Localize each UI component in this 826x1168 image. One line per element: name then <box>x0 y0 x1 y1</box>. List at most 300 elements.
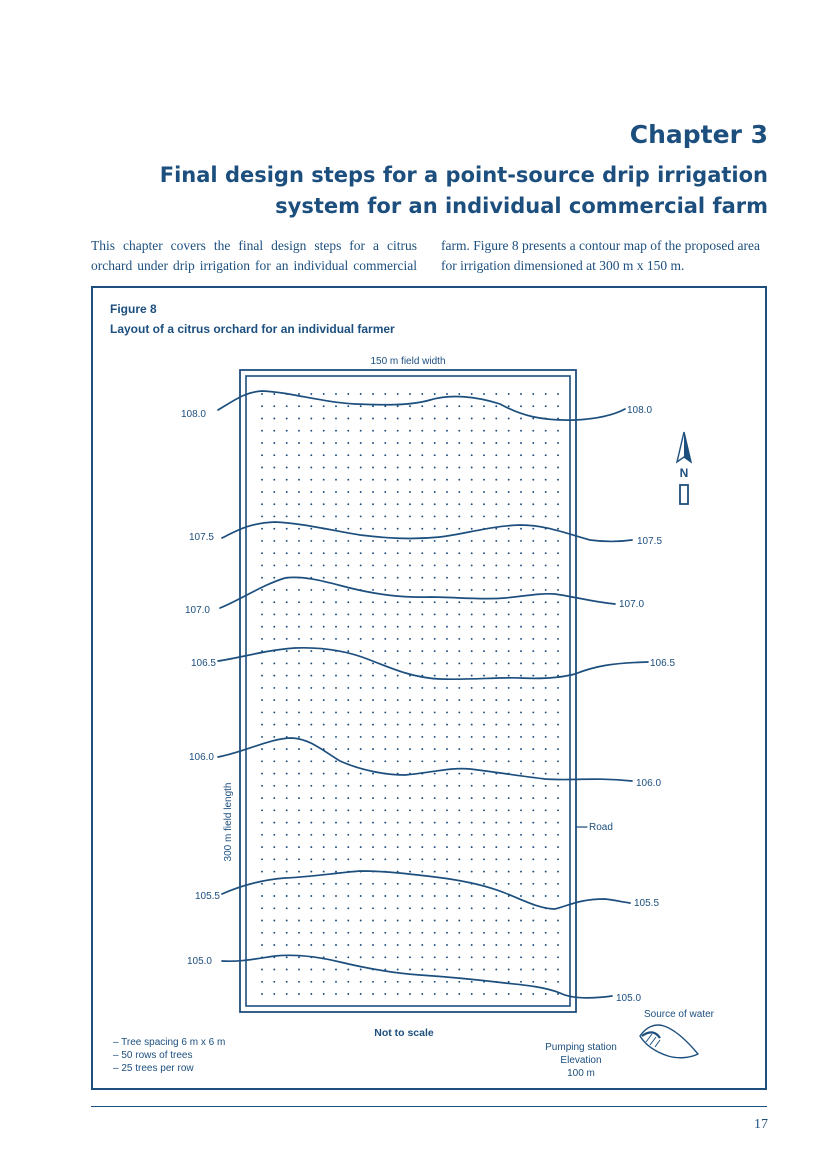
tree-dot <box>397 467 399 469</box>
tree-dot <box>520 724 522 726</box>
tree-dot <box>360 442 362 444</box>
tree-dot <box>372 613 374 615</box>
tree-dot <box>508 442 510 444</box>
tree-dot <box>458 748 460 750</box>
tree-dot <box>347 405 349 407</box>
tree-dot <box>557 589 559 591</box>
tree-dot <box>335 871 337 873</box>
tree-dot <box>471 515 473 517</box>
tree-dot <box>298 932 300 934</box>
tree-dot <box>557 650 559 652</box>
tree-dot <box>360 638 362 640</box>
tree-dot <box>421 503 423 505</box>
tree-dot <box>335 675 337 677</box>
tree-dot <box>471 454 473 456</box>
tree-dot <box>298 981 300 983</box>
tree-dot <box>495 405 497 407</box>
tree-dot <box>483 895 485 897</box>
tree-dot <box>384 736 386 738</box>
tree-dot <box>495 577 497 579</box>
tree-dot <box>495 736 497 738</box>
tree-dot <box>545 662 547 664</box>
tree-dot <box>335 564 337 566</box>
field-length-label: 300 m field length <box>223 782 234 862</box>
tree-dot <box>520 528 522 530</box>
tree-dot <box>446 699 448 701</box>
tree-dot <box>421 467 423 469</box>
tree-dot <box>310 773 312 775</box>
tree-dot <box>520 454 522 456</box>
tree-dot <box>471 491 473 493</box>
tree-dot <box>409 601 411 603</box>
tree-dot <box>323 564 325 566</box>
tree-dot <box>347 418 349 420</box>
tree-dot <box>545 822 547 824</box>
tree-dot <box>273 748 275 750</box>
tree-dot <box>458 858 460 860</box>
tree-dot <box>483 944 485 946</box>
tree-dot <box>495 675 497 677</box>
tree-dot <box>495 760 497 762</box>
tree-dot <box>372 564 374 566</box>
tree-dot <box>421 822 423 824</box>
tree-dot <box>471 846 473 848</box>
tree-dot <box>261 809 263 811</box>
tree-dot <box>310 626 312 628</box>
tree-dot <box>397 589 399 591</box>
tree-dot <box>397 552 399 554</box>
tree-dot <box>273 724 275 726</box>
tree-dot <box>273 515 275 517</box>
tree-dot <box>508 662 510 664</box>
tree-dot <box>372 675 374 677</box>
tree-dot <box>298 454 300 456</box>
tree-dot <box>483 932 485 934</box>
contour-label-left: 106.0 <box>188 752 214 763</box>
tree-dot <box>434 564 436 566</box>
tree-dot <box>545 442 547 444</box>
tree-dot <box>483 699 485 701</box>
tree-dot <box>409 613 411 615</box>
tree-dot <box>397 699 399 701</box>
tree-dot <box>409 564 411 566</box>
tree-dot <box>434 748 436 750</box>
tree-dot <box>483 969 485 971</box>
tree-dot <box>298 846 300 848</box>
tree-dot <box>532 675 534 677</box>
tree-dot <box>483 601 485 603</box>
tree-dot <box>508 601 510 603</box>
tree-dot <box>409 944 411 946</box>
tree-dot <box>483 809 485 811</box>
tree-dot <box>409 393 411 395</box>
tree-dot <box>545 491 547 493</box>
tree-dot <box>409 467 411 469</box>
tree-dot <box>273 711 275 713</box>
tree-dot <box>520 834 522 836</box>
tree-dot <box>310 809 312 811</box>
tree-dot <box>520 773 522 775</box>
tree-dot <box>261 662 263 664</box>
tree-dot <box>323 650 325 652</box>
tree-dot <box>347 430 349 432</box>
tree-dot <box>310 834 312 836</box>
tree-dot <box>360 993 362 995</box>
tree-dot <box>261 626 263 628</box>
tree-dot <box>261 589 263 591</box>
tree-dot <box>384 993 386 995</box>
tree-dot <box>261 944 263 946</box>
tree-dot <box>335 907 337 909</box>
tree-dot <box>360 883 362 885</box>
tree-dot <box>273 871 275 873</box>
tree-dot <box>261 675 263 677</box>
tree-dot <box>397 675 399 677</box>
tree-dot <box>532 515 534 517</box>
tree-dot <box>409 687 411 689</box>
tree-dot <box>347 564 349 566</box>
tree-dot <box>347 601 349 603</box>
tree-dot <box>261 907 263 909</box>
tree-dot <box>360 577 362 579</box>
tree-dot <box>409 662 411 664</box>
tree-dot <box>273 405 275 407</box>
tree-dot <box>557 613 559 615</box>
tree-dot <box>508 491 510 493</box>
tree-dot <box>335 760 337 762</box>
contour-line-107-0 <box>220 577 615 608</box>
tree-dot <box>495 662 497 664</box>
tree-dot <box>298 871 300 873</box>
tree-dot <box>261 895 263 897</box>
tree-dot <box>508 503 510 505</box>
tree-dot <box>421 577 423 579</box>
tree-dot <box>347 491 349 493</box>
tree-dot <box>545 736 547 738</box>
tree-dot <box>372 467 374 469</box>
tree-dot <box>298 393 300 395</box>
tree-dot <box>397 540 399 542</box>
tree-dot <box>323 907 325 909</box>
tree-dot <box>409 956 411 958</box>
tree-dot <box>421 393 423 395</box>
contour-label-right: 108.0 <box>627 405 653 416</box>
tree-dot <box>532 981 534 983</box>
tree-dot <box>286 907 288 909</box>
tree-dot <box>397 969 399 971</box>
tree-dot <box>372 626 374 628</box>
tree-dot <box>384 467 386 469</box>
tree-dot <box>372 711 374 713</box>
tree-dot <box>273 785 275 787</box>
tree-dot <box>384 883 386 885</box>
tree-dot <box>421 442 423 444</box>
tree-dot <box>286 834 288 836</box>
tree-dot <box>446 540 448 542</box>
tree-dot <box>483 577 485 579</box>
tree-dot <box>483 454 485 456</box>
tree-dot <box>458 491 460 493</box>
tree-dot <box>335 956 337 958</box>
tree-dot <box>360 552 362 554</box>
tree-dot <box>471 797 473 799</box>
tree-dot <box>483 748 485 750</box>
tree-dot <box>446 528 448 530</box>
tree-dot <box>434 503 436 505</box>
tree-dot <box>483 418 485 420</box>
tree-dot <box>495 711 497 713</box>
tree-dot <box>520 393 522 395</box>
tree-dot <box>298 650 300 652</box>
tree-dot <box>532 540 534 542</box>
tree-dot <box>483 797 485 799</box>
tree-dot <box>434 675 436 677</box>
tree-dot <box>434 418 436 420</box>
pumping-elevation-label: Elevation <box>560 1055 602 1066</box>
tree-dot <box>557 895 559 897</box>
tree-dot <box>335 932 337 934</box>
tree-dot <box>310 687 312 689</box>
tree-dot <box>421 920 423 922</box>
tree-dot <box>409 515 411 517</box>
tree-dot <box>508 724 510 726</box>
tree-dot <box>347 895 349 897</box>
tree-dot <box>446 650 448 652</box>
tree-dot <box>261 724 263 726</box>
tree-dot <box>384 515 386 517</box>
tree-dot <box>323 797 325 799</box>
tree-dot <box>360 675 362 677</box>
tree-dot <box>471 687 473 689</box>
tree-dot <box>335 846 337 848</box>
tree-dot <box>545 675 547 677</box>
tree-dot <box>495 785 497 787</box>
tree-dot <box>286 687 288 689</box>
tree-dot <box>360 393 362 395</box>
tree-dot <box>286 858 288 860</box>
tree-dot <box>458 430 460 432</box>
tree-dot <box>372 724 374 726</box>
tree-dot <box>495 418 497 420</box>
tree-dot <box>335 773 337 775</box>
tree-dot <box>545 932 547 934</box>
tree-dot <box>286 442 288 444</box>
tree-dot <box>298 662 300 664</box>
tree-dot <box>372 858 374 860</box>
tree-dot <box>446 956 448 958</box>
tree-dot <box>397 405 399 407</box>
tree-dot <box>458 638 460 640</box>
tree-dot <box>310 589 312 591</box>
tree-dot <box>347 981 349 983</box>
tree-dot <box>261 528 263 530</box>
tree-dot <box>409 834 411 836</box>
tree-dot <box>360 809 362 811</box>
tree-dot <box>458 528 460 530</box>
tree-dot <box>532 871 534 873</box>
tree-dot <box>446 736 448 738</box>
tree-dot <box>384 944 386 946</box>
tree-dot <box>532 699 534 701</box>
tree-dot <box>557 883 559 885</box>
tree-dot <box>434 773 436 775</box>
tree-dot <box>458 552 460 554</box>
tree-dot <box>458 699 460 701</box>
tree-dot <box>286 515 288 517</box>
tree-dot <box>458 601 460 603</box>
tree-dot <box>372 552 374 554</box>
tree-dot <box>471 834 473 836</box>
tree-dot <box>384 895 386 897</box>
tree-dot <box>557 920 559 922</box>
tree-dot <box>323 430 325 432</box>
tree-dot <box>545 393 547 395</box>
tree-dot <box>458 711 460 713</box>
tree-dot <box>458 675 460 677</box>
tree-dot <box>384 564 386 566</box>
tree-dot <box>261 920 263 922</box>
tree-dot <box>261 736 263 738</box>
tree-dot <box>372 895 374 897</box>
tree-dot <box>397 503 399 505</box>
tree-dot <box>421 932 423 934</box>
tree-dot <box>508 626 510 628</box>
tree-dot <box>446 871 448 873</box>
tree-dot <box>520 687 522 689</box>
tree-dot <box>286 797 288 799</box>
tree-dot <box>409 540 411 542</box>
tree-dot <box>409 503 411 505</box>
tree-dot <box>409 626 411 628</box>
tree-dot <box>360 503 362 505</box>
tree-dot <box>557 479 559 481</box>
tree-dot <box>261 699 263 701</box>
tree-dot <box>483 589 485 591</box>
tree-dot <box>520 540 522 542</box>
tree-dot <box>286 540 288 542</box>
tree-dot <box>384 920 386 922</box>
tree-dot <box>520 662 522 664</box>
tree-dot <box>532 895 534 897</box>
tree-dot <box>421 858 423 860</box>
tree-dot <box>347 760 349 762</box>
tree-dot <box>446 626 448 628</box>
tree-dot <box>261 785 263 787</box>
note-tree-spacing: – Tree spacing 6 m x 6 m <box>113 1037 226 1048</box>
tree-dot <box>520 564 522 566</box>
tree-dot <box>471 724 473 726</box>
tree-dot <box>471 785 473 787</box>
tree-dot <box>347 834 349 836</box>
tree-dot <box>397 809 399 811</box>
tree-dot <box>273 883 275 885</box>
tree-dot <box>372 601 374 603</box>
tree-dot <box>483 736 485 738</box>
tree-dot <box>384 430 386 432</box>
tree-dot <box>446 834 448 836</box>
tree-dot <box>520 503 522 505</box>
tree-dot <box>347 736 349 738</box>
tree-dot <box>458 932 460 934</box>
tree-dot <box>520 650 522 652</box>
tree-dot <box>286 981 288 983</box>
tree-dot <box>557 662 559 664</box>
tree-dot <box>483 785 485 787</box>
tree-dot <box>471 920 473 922</box>
tree-dot <box>483 430 485 432</box>
tree-dot <box>495 993 497 995</box>
field-boundary-outer <box>240 370 576 1012</box>
tree-dot <box>495 797 497 799</box>
tree-dot <box>434 724 436 726</box>
tree-dot <box>421 981 423 983</box>
tree-dot <box>557 956 559 958</box>
tree-dot <box>384 907 386 909</box>
tree-dot <box>261 442 263 444</box>
tree-dot <box>532 687 534 689</box>
tree-dot <box>446 393 448 395</box>
tree-dot <box>508 907 510 909</box>
tree-dot <box>557 760 559 762</box>
tree-dot <box>520 491 522 493</box>
tree-dot <box>421 528 423 530</box>
tree-dot <box>532 809 534 811</box>
tree-dot <box>557 797 559 799</box>
tree-dot <box>545 577 547 579</box>
tree-dot <box>545 430 547 432</box>
tree-dot <box>273 454 275 456</box>
tree-dot <box>471 613 473 615</box>
tree-dot <box>347 822 349 824</box>
tree-dot <box>384 797 386 799</box>
tree-dot <box>310 748 312 750</box>
tree-dot <box>273 442 275 444</box>
tree-dot <box>495 944 497 946</box>
intro-text-right: farm. Figure 8 presents a contour map of the proposed area for irrigation dimensioned at 300 m x 150 m. <box>441 238 761 273</box>
tree-dot <box>532 662 534 664</box>
tree-dot <box>323 479 325 481</box>
tree-dot <box>532 993 534 995</box>
tree-dot <box>335 981 337 983</box>
tree-dot <box>434 920 436 922</box>
tree-dot <box>532 503 534 505</box>
tree-dot <box>372 393 374 395</box>
tree-dot <box>421 748 423 750</box>
tree-dot <box>397 785 399 787</box>
tree-dot <box>298 601 300 603</box>
tree-dot <box>298 809 300 811</box>
tree-dot <box>495 638 497 640</box>
tree-dot <box>409 638 411 640</box>
field-width-label: 150 m field width <box>370 356 446 367</box>
tree-dot <box>310 650 312 652</box>
tree-dot <box>471 858 473 860</box>
tree-dot <box>557 552 559 554</box>
tree-dot <box>335 883 337 885</box>
tree-dot <box>458 479 460 481</box>
tree-dot <box>532 760 534 762</box>
tree-dot <box>409 528 411 530</box>
tree-dot <box>520 760 522 762</box>
tree-dot <box>323 822 325 824</box>
tree-dot <box>545 920 547 922</box>
tree-dot <box>446 932 448 934</box>
tree-dot <box>471 528 473 530</box>
tree-dot <box>495 430 497 432</box>
tree-dot <box>397 944 399 946</box>
tree-dot <box>286 589 288 591</box>
tree-dot <box>409 809 411 811</box>
